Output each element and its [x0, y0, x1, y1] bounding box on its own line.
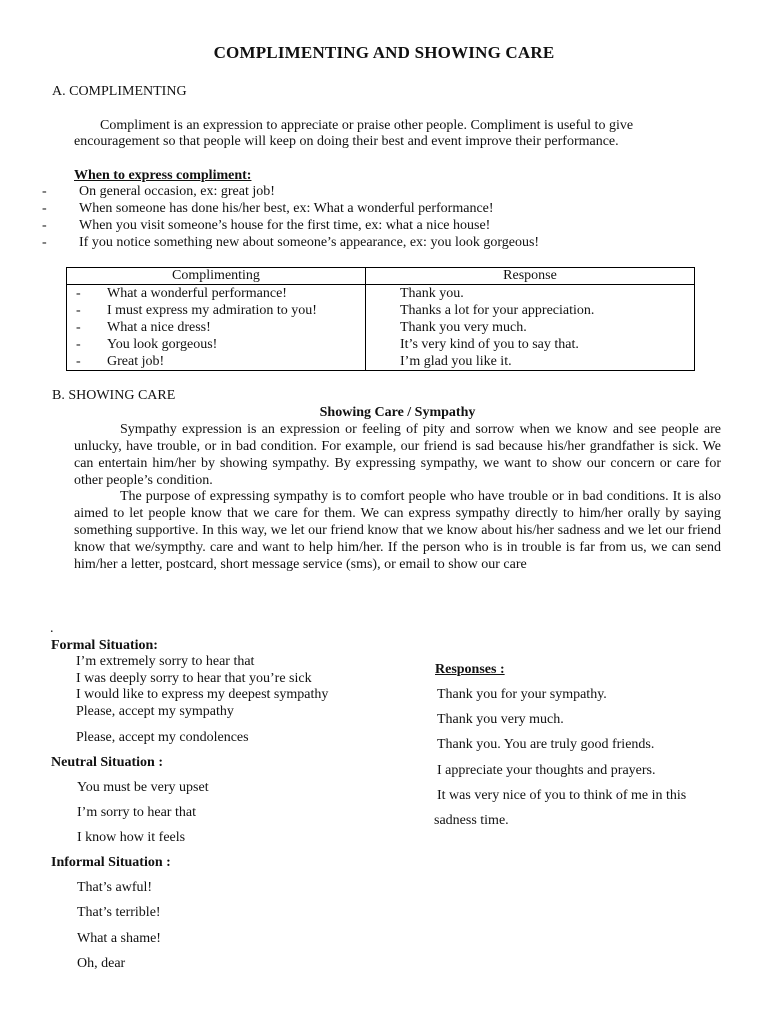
table-header-complimenting: Complimenting [67, 268, 366, 285]
stray-dot: . [50, 621, 54, 636]
sympathy-subheading: Showing Care / Sympathy [319, 405, 476, 420]
section-a-heading: A. COMPLIMENTING [52, 84, 187, 99]
bullet-dash: - [42, 201, 47, 216]
list-item: That’s awful! [77, 880, 153, 895]
table-row [67, 319, 365, 336]
list-item: Oh, dear [77, 956, 126, 971]
list-item: That’s terrible! [77, 905, 161, 920]
response-column [366, 285, 695, 371]
response-text: Thank you. [400, 286, 464, 301]
compliment-text: I must express my admiration to you! [107, 303, 317, 318]
list-item: You must be very upset [77, 780, 209, 795]
list-item: sadness time. [434, 813, 509, 828]
list-item: On general occasion, ex: great job! [79, 184, 275, 199]
list-item: When you visit someone’s house for the first time, ex: what a nice house! [79, 218, 491, 233]
response-text: Thanks a lot for your appreciation. [400, 303, 595, 318]
response-text: I’m glad you like it. [400, 354, 512, 369]
list-item: I was deeply sorry to hear that you’re sick [76, 671, 312, 686]
sympathy-paragraph-2: The purpose of expressing sympathy is to comfort people who have trouble or in bad conditions. It is also aimed to let people know that we care for them. We can express sympathy directly to him/her orally by saying something supportive. In this way, we let our friend know that we know about his/her sadness and we let our friend know that we/sympthy. care and want to help him/her. If the person who is in trouble is far from us, we can send him/her a letter, postcard, short message service (sms), or email to show our care [74, 489, 721, 572]
table-row [67, 285, 365, 302]
compliment-table [66, 267, 695, 371]
intro-line-1: Compliment is an expression to appreciate or praise other people. Compliment is useful to give [100, 118, 634, 133]
sympathy-paragraph-1: Sympathy expression is an expression or feeling of pity and sorrow when we know and see people are unlucky, have trouble, or in bad condition. For example, our friend is sad because his/her grandfather is sick. We can entertain him/her by showing sympathy. By expressing sympathy, we want to show our concern or care for other people’s condition. [74, 422, 721, 488]
informal-heading: Informal Situation : [51, 855, 171, 870]
bullet-dash: - [42, 184, 47, 199]
list-item: What a shame! [77, 931, 161, 946]
bullet-dash: - [42, 235, 47, 250]
list-item: If you notice something new about someone’s appearance, ex: you look gorgeous! [79, 235, 540, 250]
bullet-dash: - [76, 354, 81, 369]
list-item: I would like to express my deepest sympathy [76, 687, 329, 702]
responses-heading: Responses : [435, 662, 505, 677]
bullet-dash: - [76, 337, 81, 352]
intro-line-2: encouragement so that people will keep on doing their best and event improve their performance. [74, 134, 619, 149]
compliment-text: What a wonderful performance! [107, 286, 287, 301]
section-b-heading: B. SHOWING CARE [52, 388, 176, 403]
table-row [67, 336, 365, 353]
list-item: It was very nice of you to think of me in this [437, 788, 687, 803]
when-heading: When to express compliment: [74, 168, 252, 183]
table-row [67, 353, 365, 370]
bullet-dash: - [42, 218, 47, 233]
table-header-response: Response [366, 268, 695, 285]
compliment-text: You look gorgeous! [107, 337, 218, 352]
list-item: I appreciate your thoughts and prayers. [437, 763, 656, 778]
list-item: Please, accept my condolences [76, 730, 249, 745]
compliment-text: Great job! [107, 354, 165, 369]
bullet-dash: - [76, 320, 81, 335]
response-text: Thank you very much. [400, 320, 527, 335]
compliment-column [67, 285, 366, 371]
list-item: I’m sorry to hear that [77, 805, 196, 820]
neutral-heading: Neutral Situation : [51, 755, 163, 770]
list-item: Thank you. You are truly good friends. [437, 737, 655, 752]
bullet-dash: - [76, 286, 81, 301]
formal-heading: Formal Situation: [51, 638, 158, 653]
list-item: When someone has done his/her best, ex: What a wonderful performance! [79, 201, 494, 216]
page-title: COMPLIMENTING AND SHOWING CARE [213, 43, 555, 62]
bullet-dash: - [76, 303, 81, 318]
table-row [67, 302, 365, 319]
list-item: Please, accept my sympathy [76, 704, 234, 719]
list-item: Thank you very much. [437, 712, 564, 727]
list-item: I know how it feels [77, 830, 186, 845]
compliment-text: What a nice dress! [107, 320, 211, 335]
response-text: It’s very kind of you to say that. [400, 337, 579, 352]
list-item: Thank you for your sympathy. [437, 687, 607, 702]
list-item: I’m extremely sorry to hear that [76, 654, 255, 669]
